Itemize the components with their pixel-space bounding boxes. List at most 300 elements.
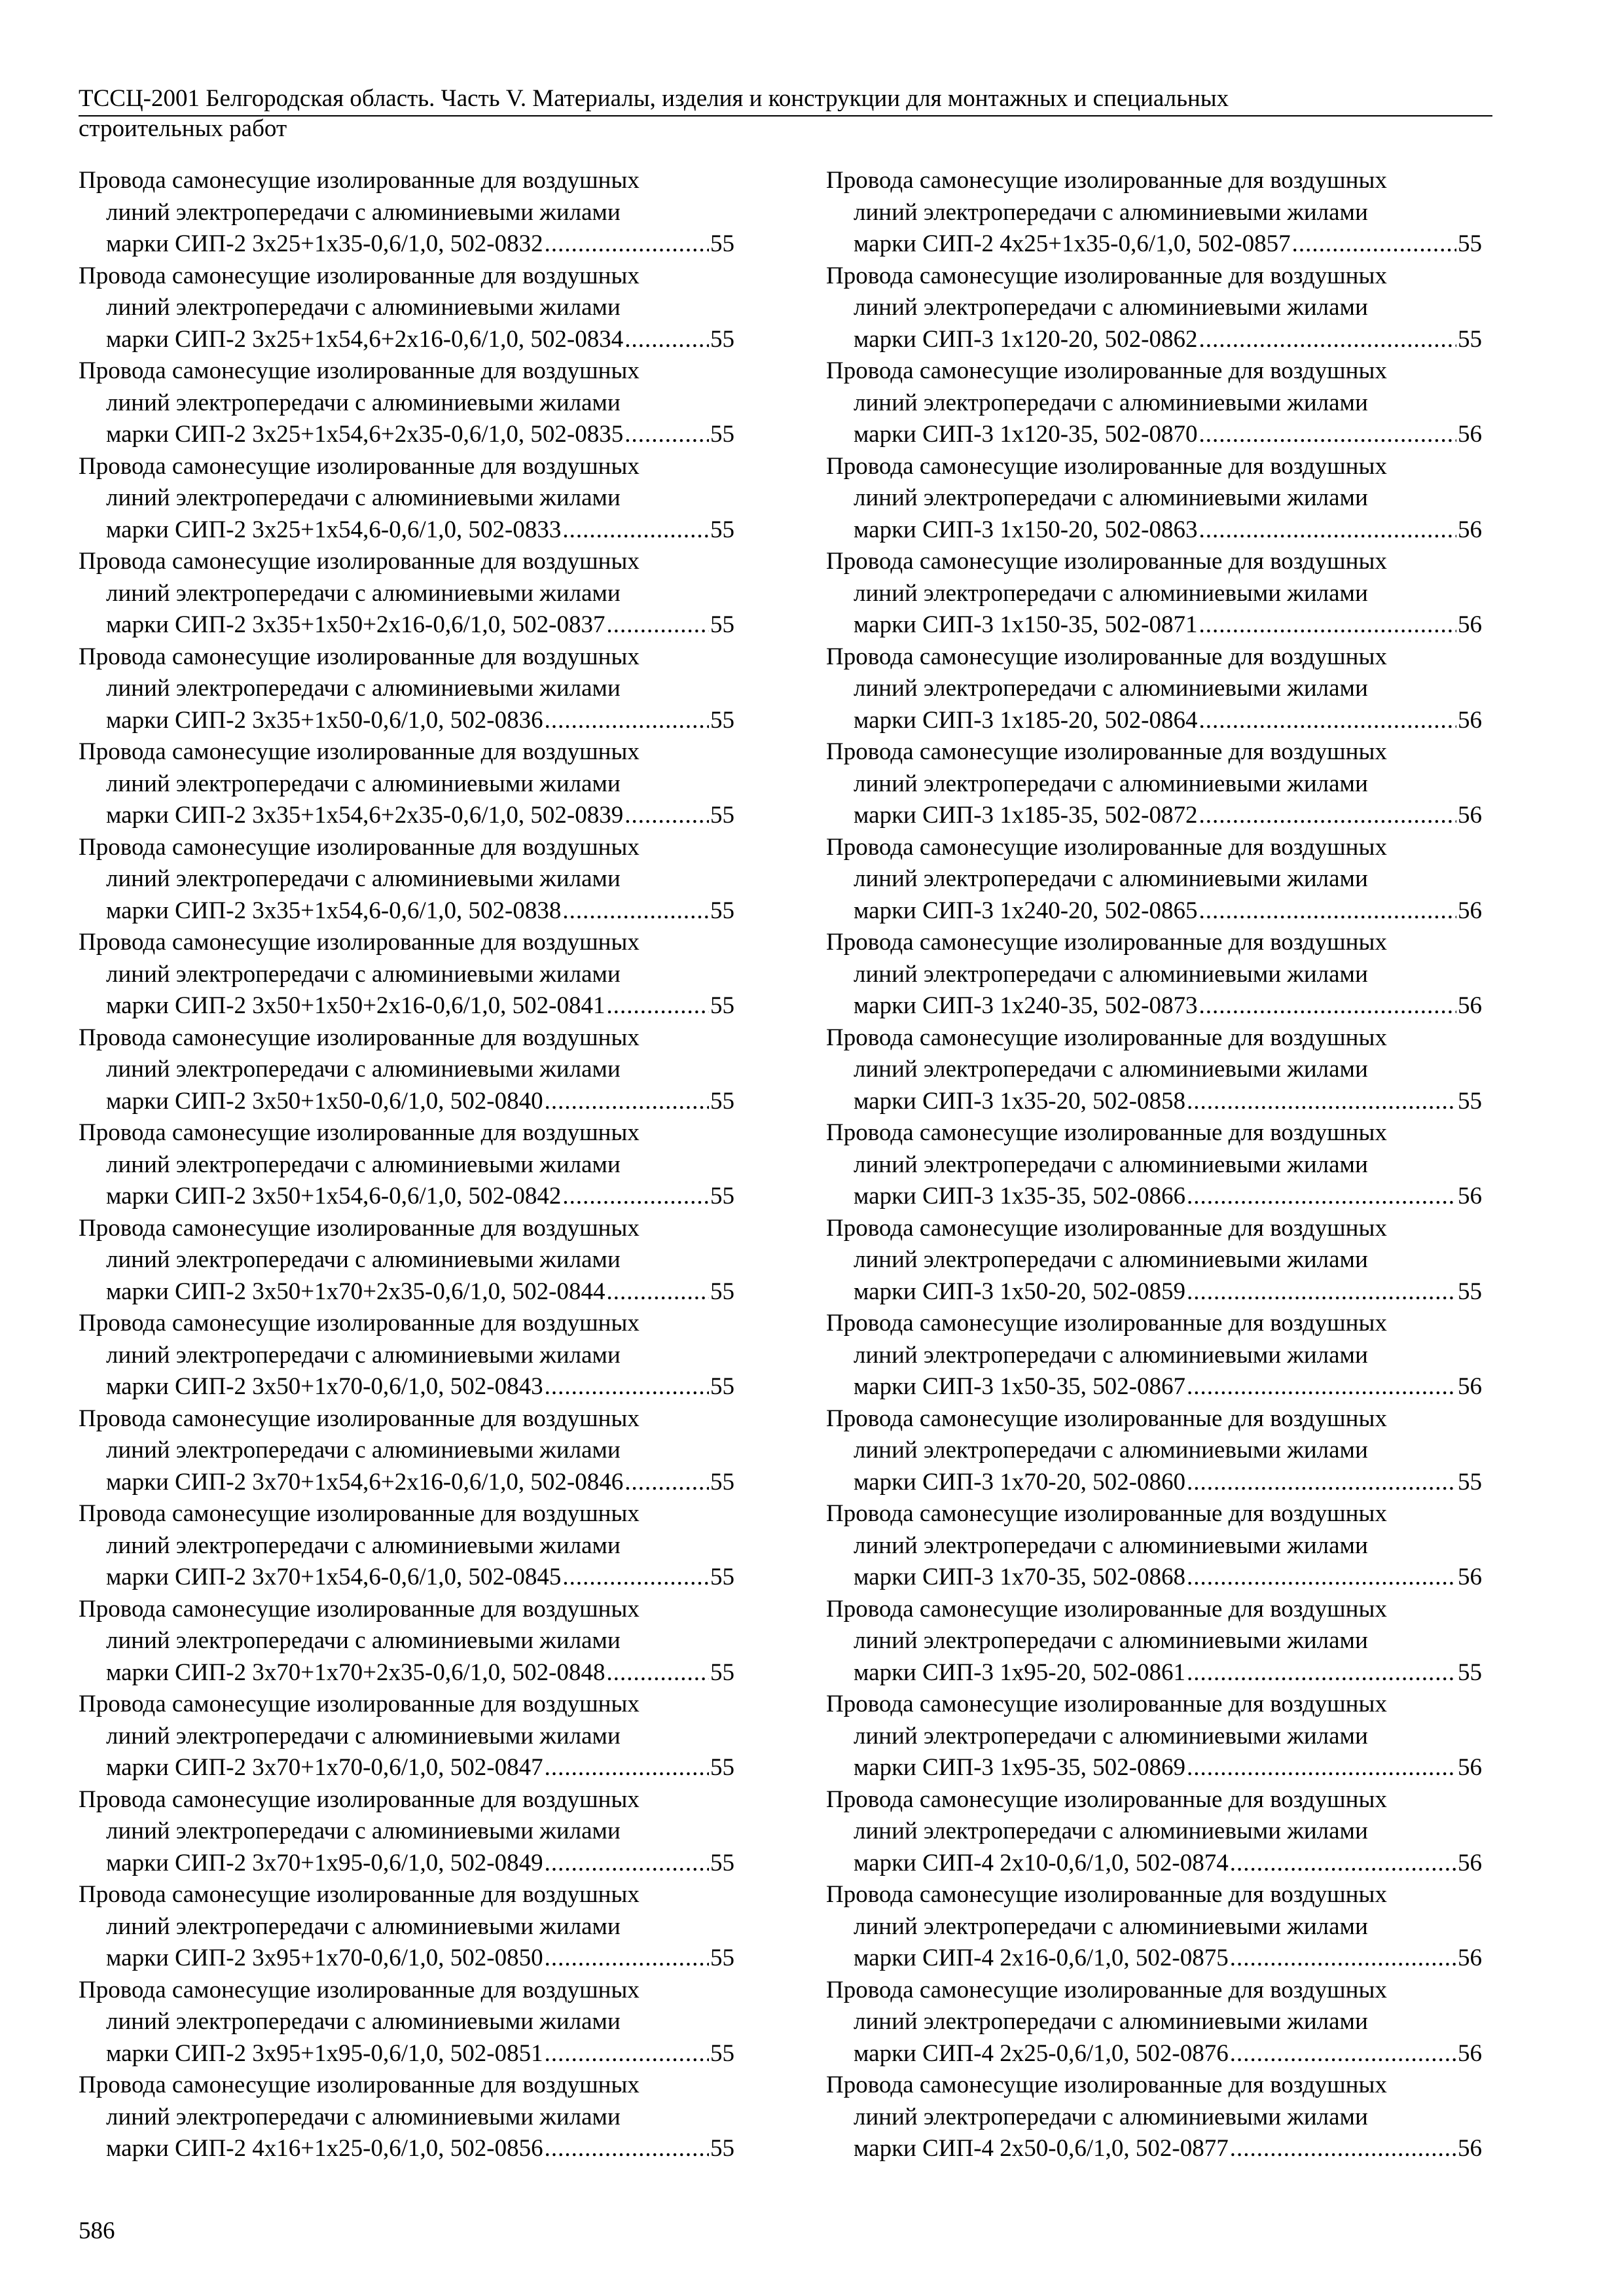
entry-code: марки СИП-2 4х25+1х35-0,6/1,0, 502-0857: [854, 230, 1291, 257]
dot-leader: [1187, 1086, 1456, 1118]
index-entry: [826, 927, 1482, 1022]
entry-code: марки СИП-2 3х70+1х95-0,6/1,0, 502-0849: [106, 1849, 543, 1876]
index-entry: [826, 1117, 1482, 1213]
index-entry: [826, 1213, 1482, 1308]
index-entry: [79, 832, 734, 927]
entry-title-line: Провода самонесущие изолированные для воздушных: [826, 1881, 1387, 1908]
index-entry: [79, 641, 734, 737]
index-entry: [79, 451, 734, 547]
entry-page-number: 55: [710, 2039, 734, 2067]
entry-code-line: [826, 1848, 1482, 1880]
entry-page-number: 55: [710, 1945, 734, 1971]
index-entry: [826, 260, 1482, 356]
entry-code: марки СИП-2 3х95+1х95-0,6/1,0, 502-0851: [106, 2039, 543, 2067]
index-entry: [826, 1498, 1482, 1594]
entry-page-number: 55: [710, 897, 734, 924]
entry-title-line: линий электропередачи с алюминиевыми жилами: [854, 1151, 1368, 1178]
entry-code-line: [826, 1752, 1482, 1784]
entry-title-line: линий электропередачи с алюминиевыми жилами: [106, 389, 621, 416]
entry-code: марки СИП-2 4х16+1х25-0,6/1,0, 502-0856: [106, 2135, 543, 2162]
entry-page-number: 55: [1458, 1468, 1482, 1496]
entry-title-line: линий электропередачи с алюминиевыми жилами: [106, 1437, 621, 1463]
entry-title-line: Провода самонесущие изолированные для воздушных: [826, 548, 1387, 575]
header-rule: [79, 115, 1492, 117]
entry-page-number: 55: [710, 611, 734, 638]
entry-title-line: Провода самонесущие изолированные для воздушных: [79, 357, 640, 384]
entry-title-line: линий электропередачи с алюминиевыми жилами: [106, 1818, 621, 1844]
entry-page-number: 55: [710, 230, 734, 257]
index-entry: [826, 355, 1482, 451]
entry-code: марки СИП-3 1х150-20, 502-0863: [854, 516, 1198, 543]
entry-title-line: линий электропередачи с алюминиевыми жилами: [106, 294, 621, 321]
entry-page-number: 56: [1458, 1849, 1482, 1876]
index-entry: [826, 1403, 1482, 1499]
dot-leader: [1199, 800, 1456, 832]
entry-code-line: [79, 2038, 734, 2070]
entry-title-line: линий электропередачи с алюминиевыми жилами: [106, 1246, 621, 1273]
entry-code-line: [826, 800, 1482, 832]
index-entry: [79, 927, 734, 1022]
entry-title-line: Провода самонесущие изолированные для воздушных: [826, 167, 1387, 194]
index-entry: [826, 165, 1482, 260]
entry-page-number: 56: [1458, 421, 1482, 448]
index-entry: [79, 355, 734, 451]
entry-code-line: [826, 2038, 1482, 2070]
index-entry: [826, 1879, 1482, 1975]
entry-title-line: линий электропередачи с алюминиевыми жилами: [854, 1341, 1368, 1369]
entry-title-line: Провода самонесущие изолированные для воздушных: [79, 262, 640, 289]
entry-title-line: линий электропередачи с алюминиевыми жилами: [854, 579, 1368, 607]
entry-code: марки СИП-2 3х25+1х54,6+2х16-0,6/1,0, 502-0834: [106, 325, 624, 353]
dot-leader: [1187, 1276, 1456, 1308]
entry-page-number: 56: [1458, 2135, 1482, 2162]
entry-title-line: Провода самонесущие изолированные для воздушных: [826, 1976, 1387, 2003]
entry-code-line: [826, 419, 1482, 451]
entry-title-line: линий электропередачи с алюминиевыми жилами: [854, 1246, 1368, 1273]
entry-code-line: [79, 609, 734, 641]
header-title-continued: строительных работ: [79, 115, 287, 142]
entry-code-line: [79, 228, 734, 260]
entry-code-line: [826, 1371, 1482, 1403]
entry-title-line: Провода самонесущие изолированные для воздушных: [79, 1881, 640, 1908]
entry-title-line: линий электропередачи с алюминиевыми жилами: [854, 2103, 1368, 2130]
entry-code: марки СИП-2 3х50+1х70+2х35-0,6/1,0, 502-0844: [106, 1278, 605, 1305]
dot-leader: [1230, 1848, 1456, 1880]
index-entry: [826, 641, 1482, 737]
entry-title-line: линий электропередачи с алюминиевыми жилами: [854, 1437, 1368, 1463]
entry-page-number: 55: [710, 1373, 734, 1400]
entry-title-line: Провода самонесущие изолированные для воздушных: [826, 1785, 1387, 1813]
entry-title-line: линий электропередачи с алюминиевыми жилами: [854, 2008, 1368, 2035]
entry-title-line: Провода самонесущие изолированные для воздушных: [79, 167, 640, 194]
entry-code-line: [79, 1848, 734, 1880]
entry-title-line: линий электропередачи с алюминиевыми жилами: [854, 1912, 1368, 1940]
entry-title-line: линий электропередачи с алюминиевыми жилами: [854, 1532, 1368, 1559]
dot-leader: [1187, 1562, 1456, 1594]
index-entry: [79, 1879, 734, 1975]
entry-title-line: линий электропередачи с алюминиевыми жилами: [854, 865, 1368, 892]
index-entry: [79, 1403, 734, 1499]
left-column: [79, 165, 734, 2165]
entry-title-line: Провода самонесущие изолированные для воздушных: [826, 1119, 1387, 1146]
entry-page-number: 55: [710, 1564, 734, 1590]
entry-title-line: линий электропередачи с алюминиевыми жилами: [854, 1722, 1368, 1749]
dot-leader: [545, 2038, 709, 2070]
entry-code: марки СИП-3 1х185-20, 502-0864: [854, 706, 1198, 734]
index-entry: [826, 1689, 1482, 1784]
entry-title-line: линий электропередачи с алюминиевыми жилами: [854, 294, 1368, 321]
entry-title-line: Провода самонесущие изолированные для воздушных: [79, 1500, 640, 1527]
entry-code: марки СИП-4 2х10-0,6/1,0, 502-0874: [854, 1849, 1229, 1876]
entry-code-line: [79, 1371, 734, 1403]
dot-leader: [624, 419, 709, 451]
index-entry: [79, 1022, 734, 1118]
entry-code: марки СИП-3 1х50-20, 502-0859: [854, 1278, 1185, 1305]
entry-page-number: 55: [710, 1849, 734, 1876]
entry-title-line: линий электропередачи с алюминиевыми жилами: [106, 1056, 621, 1083]
entry-code: марки СИП-2 3х70+1х70-0,6/1,0, 502-0847: [106, 1754, 543, 1781]
entry-title-line: Провода самонесущие изолированные для воздушных: [79, 1310, 640, 1336]
index-entry: [79, 1213, 734, 1308]
entry-code-line: [826, 514, 1482, 547]
dot-leader: [1199, 514, 1456, 547]
index-entry: [79, 1784, 734, 1880]
dot-leader: [562, 1562, 709, 1594]
entry-code-line: [826, 1657, 1482, 1689]
entry-code-line: [826, 705, 1482, 737]
entry-page-number: 56: [1458, 1945, 1482, 1971]
entry-page-number: 56: [1458, 1183, 1482, 1210]
index-entry: [79, 546, 734, 641]
index-entry: [79, 1498, 734, 1594]
entry-code: марки СИП-3 1х150-35, 502-0871: [854, 611, 1198, 638]
dot-leader: [1199, 609, 1456, 641]
dot-leader: [1187, 1467, 1456, 1499]
entry-title-line: линий электропередачи с алюминиевыми жилами: [106, 579, 621, 607]
dot-leader: [1292, 228, 1456, 260]
dot-leader: [624, 324, 709, 356]
entry-page-number: 56: [1458, 1564, 1482, 1590]
entry-code: марки СИП-3 1х70-20, 502-0860: [854, 1468, 1185, 1496]
entry-code-line: [826, 228, 1482, 260]
entry-code-line: [79, 1276, 734, 1308]
entry-code: марки СИП-3 1х120-35, 502-0870: [854, 421, 1198, 448]
entry-title-line: Провода самонесущие изолированные для воздушных: [826, 262, 1387, 289]
index-entry: [79, 1689, 734, 1784]
entry-title-line: линий электропередачи с алюминиевыми жилами: [854, 1818, 1368, 1844]
dot-leader: [624, 1467, 709, 1499]
entry-title-line: Провода самонесущие изолированные для воздушных: [79, 548, 640, 575]
entry-code: марки СИП-2 3х25+1х54,6-0,6/1,0, 502-0833: [106, 516, 562, 543]
entry-code-line: [79, 1181, 734, 1213]
entry-code: марки СИП-3 1х240-35, 502-0873: [854, 992, 1198, 1019]
index-entry: [826, 546, 1482, 641]
entry-title-line: Провода самонесущие изолированные для воздушных: [79, 833, 640, 861]
index-entry: [79, 260, 734, 356]
entry-title-line: Провода самонесущие изолированные для воздушных: [826, 1595, 1387, 1623]
entry-code-line: [79, 800, 734, 832]
index-entry: [79, 2070, 734, 2165]
entry-title-line: Провода самонесущие изолированные для воздушных: [826, 643, 1387, 670]
entry-code: марки СИП-3 1х50-35, 502-0867: [854, 1373, 1185, 1400]
entry-code-line: [79, 990, 734, 1022]
entry-title-line: линий электропередачи с алюминиевыми жилами: [854, 1056, 1368, 1083]
index-entry: [826, 1594, 1482, 1689]
page-number: 586: [79, 2217, 115, 2244]
entry-code: марки СИП-2 3х70+1х54,6+2х16-0,6/1,0, 502-0846: [106, 1468, 624, 1496]
dot-leader: [545, 2133, 709, 2165]
dot-leader: [1187, 1657, 1456, 1689]
entry-code-line: [826, 1086, 1482, 1118]
index-entry: [826, 736, 1482, 832]
entry-title-line: Провода самонесущие изолированные для воздушных: [826, 833, 1387, 861]
entry-page-number: 56: [1458, 516, 1482, 543]
entry-title-line: линий электропередачи с алюминиевыми жилами: [106, 960, 621, 988]
index-entry: [826, 1784, 1482, 1880]
entry-page-number: 55: [710, 992, 734, 1019]
entry-title-line: Провода самонесущие изолированные для воздушных: [79, 1405, 640, 1432]
entry-title-line: Провода самонесущие изолированные для воздушных: [79, 738, 640, 765]
entry-page-number: 55: [710, 325, 734, 353]
entry-title-line: Провода самонесущие изолированные для воздушных: [826, 1310, 1387, 1336]
index-entry: [826, 1022, 1482, 1118]
entry-code: марки СИП-3 1х95-20, 502-0861: [854, 1659, 1185, 1686]
entry-page-number: 55: [710, 706, 734, 734]
entry-code-line: [79, 895, 734, 927]
entry-title-line: Провода самонесущие изолированные для воздушных: [826, 738, 1387, 765]
entry-page-number: 55: [710, 516, 734, 543]
entry-title-line: Провода самонесущие изолированные для воздушных: [826, 929, 1387, 956]
right-column: [826, 165, 1482, 2165]
index-entry: [826, 451, 1482, 547]
entry-code-line: [79, 1562, 734, 1594]
entry-page-number: 55: [710, 1754, 734, 1781]
entry-code-line: [79, 1086, 734, 1118]
dot-leader: [545, 1371, 709, 1403]
page-header: [79, 84, 1492, 144]
entry-title-line: Провода самонесущие изолированные для воздушных: [826, 452, 1387, 480]
entry-code-line: [826, 1276, 1482, 1308]
entry-title-line: линий электропередачи с алюминиевыми жилами: [106, 1532, 621, 1559]
entry-title-line: линий электропередачи с алюминиевыми жилами: [106, 1912, 621, 1940]
dot-leader: [606, 1657, 709, 1689]
entry-code: марки СИП-4 2х16-0,6/1,0, 502-0875: [854, 1945, 1229, 1971]
entry-code: марки СИП-3 1х35-20, 502-0858: [854, 1087, 1185, 1115]
entry-code: марки СИП-2 3х35+1х54,6+2х35-0,6/1,0, 502-0839: [106, 802, 624, 829]
header-title: ТССЦ-2001 Белгородская область. Часть V. Материалы, изделия и конструкции для монтажных и специальных: [79, 85, 1229, 112]
entry-code: марки СИП-4 2х25-0,6/1,0, 502-0876: [854, 2039, 1229, 2067]
entry-code-line: [826, 324, 1482, 356]
entry-code: марки СИП-2 3х70+1х70+2х35-0,6/1,0, 502-0848: [106, 1659, 605, 1686]
entry-title-line: Провода самонесущие изолированные для воздушных: [826, 357, 1387, 384]
entry-title-line: Провода самонесущие изолированные для воздушных: [826, 1405, 1387, 1432]
index-entry: [79, 1308, 734, 1403]
entry-title-line: Провода самонесущие изолированные для воздушных: [79, 1595, 640, 1623]
dot-leader: [1199, 705, 1456, 737]
entry-title-line: Провода самонесущие изолированные для воздушных: [826, 1214, 1387, 1242]
entry-code-line: [826, 1943, 1482, 1975]
dot-leader: [545, 1848, 709, 1880]
entry-code: марки СИП-2 3х25+1х54,6+2х35-0,6/1,0, 502-0835: [106, 421, 624, 448]
entry-title-line: линий электропередачи с алюминиевыми жилами: [106, 1151, 621, 1178]
dot-leader: [1187, 1181, 1456, 1213]
dot-leader: [562, 895, 709, 927]
entry-title-line: линий электропередачи с алюминиевыми жилами: [106, 484, 621, 511]
dot-leader: [606, 1276, 709, 1308]
entry-code: марки СИП-3 1х35-35, 502-0866: [854, 1183, 1185, 1210]
dot-leader: [545, 1943, 709, 1975]
entry-page-number: 55: [710, 1278, 734, 1305]
entry-code-line: [79, 1657, 734, 1689]
entry-page-number: 55: [710, 1468, 734, 1496]
entry-page-number: 55: [710, 2135, 734, 2162]
entry-code-line: [826, 2133, 1482, 2165]
dot-leader: [1230, 2133, 1456, 2165]
entry-title-line: линий электропередачи с алюминиевыми жилами: [854, 675, 1368, 702]
entry-title-line: линий электропередачи с алюминиевыми жилами: [106, 770, 621, 797]
entry-code-line: [79, 514, 734, 547]
entry-page-number: 55: [1458, 325, 1482, 353]
entry-code: марки СИП-3 1х240-20, 502-0865: [854, 897, 1198, 924]
entry-title-line: линий электропередачи с алюминиевыми жилами: [854, 960, 1368, 988]
entry-code: марки СИП-2 3х50+1х50-0,6/1,0, 502-0840: [106, 1087, 543, 1115]
entry-title-line: линий электропередачи с алюминиевыми жилами: [854, 389, 1368, 416]
dot-leader: [545, 1086, 709, 1118]
dot-leader: [545, 1752, 709, 1784]
entry-code: марки СИП-3 1х70-35, 502-0868: [854, 1564, 1185, 1590]
entry-code-line: [826, 1181, 1482, 1213]
entry-title-line: линий электропередачи с алюминиевыми жилами: [106, 2008, 621, 2035]
entry-title-line: Провода самонесущие изолированные для воздушных: [79, 1214, 640, 1242]
entry-title-line: Провода самонесущие изолированные для воздушных: [79, 1119, 640, 1146]
entry-page-number: 56: [1458, 1373, 1482, 1400]
entry-page-number: 56: [1458, 2039, 1482, 2067]
entry-code: марки СИП-2 3х25+1х35-0,6/1,0, 502-0832: [106, 230, 543, 257]
index-entry: [79, 1594, 734, 1689]
entry-code-line: [79, 1943, 734, 1975]
index-entry: [826, 2070, 1482, 2165]
entry-code: марки СИП-2 3х50+1х54,6-0,6/1,0, 502-0842: [106, 1183, 562, 1210]
entry-title-line: линий электропередачи с алюминиевыми жилами: [106, 1341, 621, 1369]
entry-code-line: [826, 1467, 1482, 1499]
index-entry: [826, 832, 1482, 927]
entry-code-line: [79, 419, 734, 451]
entry-title-line: Провода самонесущие изолированные для воздушных: [826, 2072, 1387, 2098]
entry-code: марки СИП-2 3х50+1х70-0,6/1,0, 502-0843: [106, 1373, 543, 1400]
dot-leader: [1199, 419, 1456, 451]
entry-title-line: линий электропередачи с алюминиевыми жилами: [106, 1722, 621, 1749]
entry-page-number: 55: [1458, 230, 1482, 257]
entry-page-number: 56: [1458, 992, 1482, 1019]
entry-page-number: 55: [1458, 1659, 1482, 1686]
entry-code-line: [826, 609, 1482, 641]
entry-title-line: Провода самонесущие изолированные для воздушных: [79, 1785, 640, 1813]
entry-title-line: линий электропередачи с алюминиевыми жилами: [854, 770, 1368, 797]
dot-leader: [562, 514, 709, 547]
entry-title-line: линий электропередачи с алюминиевыми жилами: [854, 198, 1368, 226]
entry-code: марки СИП-3 1х95-35, 502-0869: [854, 1754, 1185, 1781]
entry-title-line: Провода самонесущие изолированные для воздушных: [826, 1500, 1387, 1527]
entry-code-line: [79, 324, 734, 356]
entry-code: марки СИП-2 3х35+1х54,6-0,6/1,0, 502-0838: [106, 897, 562, 924]
dot-leader: [1230, 2038, 1456, 2070]
entry-code-line: [79, 1467, 734, 1499]
entry-title-line: линий электропередачи с алюминиевыми жилами: [854, 1627, 1368, 1654]
entry-title-line: линий электропередачи с алюминиевыми жилами: [106, 198, 621, 226]
index-entry: [79, 165, 734, 260]
entry-title-line: Провода самонесущие изолированные для воздушных: [79, 452, 640, 480]
entry-code-line: [826, 895, 1482, 927]
dot-leader: [624, 800, 709, 832]
dot-leader: [606, 990, 709, 1022]
dot-leader: [562, 1181, 709, 1213]
entry-page-number: 55: [710, 1087, 734, 1115]
entry-code-line: [79, 705, 734, 737]
dot-leader: [1199, 324, 1456, 356]
dot-leader: [1230, 1943, 1456, 1975]
entry-title-line: Провода самонесущие изолированные для воздушных: [79, 643, 640, 670]
dot-leader: [545, 228, 709, 260]
entry-title-line: Провода самонесущие изолированные для воздушных: [79, 929, 640, 956]
entry-page-number: 55: [710, 421, 734, 448]
entry-page-number: 55: [1458, 1087, 1482, 1115]
entry-code: марки СИП-2 3х95+1х70-0,6/1,0, 502-0850: [106, 1945, 543, 1971]
dot-leader: [1187, 1371, 1456, 1403]
entry-code-line: [826, 1562, 1482, 1594]
entry-code: марки СИП-2 3х35+1х50+2х16-0,6/1,0, 502-0837: [106, 611, 605, 638]
dot-leader: [1199, 895, 1456, 927]
entry-code: марки СИП-4 2х50-0,6/1,0, 502-0877: [854, 2135, 1229, 2162]
entry-code: марки СИП-2 3х70+1х54,6-0,6/1,0, 502-0845: [106, 1564, 562, 1590]
dot-leader: [545, 705, 709, 737]
entry-title-line: Провода самонесущие изолированные для воздушных: [79, 2072, 640, 2098]
entry-code: марки СИП-3 1х185-35, 502-0872: [854, 802, 1198, 829]
entry-title-line: Провода самонесущие изолированные для воздушных: [826, 1691, 1387, 1717]
entry-code-line: [826, 990, 1482, 1022]
index-entry: [79, 1117, 734, 1213]
entry-title-line: линий электропередачи с алюминиевыми жилами: [106, 865, 621, 892]
entry-page-number: 56: [1458, 1754, 1482, 1781]
dot-leader: [1187, 1752, 1456, 1784]
index-entry: [79, 1975, 734, 2070]
dot-leader: [1199, 990, 1456, 1022]
entry-title-line: Провода самонесущие изолированные для воздушных: [826, 1024, 1387, 1051]
entry-page-number: 55: [710, 802, 734, 829]
entry-title-line: Провода самонесущие изолированные для воздушных: [79, 1691, 640, 1717]
index-entry: [826, 1975, 1482, 2070]
entry-code: марки СИП-2 3х35+1х50-0,6/1,0, 502-0836: [106, 706, 543, 734]
entry-title-line: Провода самонесущие изолированные для воздушных: [79, 1976, 640, 2003]
entry-code: марки СИП-2 3х50+1х50+2х16-0,6/1,0, 502-0841: [106, 992, 605, 1019]
entry-title-line: линий электропередачи с алюминиевыми жилами: [106, 675, 621, 702]
entry-title-line: Провода самонесущие изолированные для воздушных: [79, 1024, 640, 1051]
entry-code-line: [79, 1752, 734, 1784]
entry-page-number: 55: [710, 1659, 734, 1686]
entry-page-number: 55: [1458, 1278, 1482, 1305]
entry-code: марки СИП-3 1х120-20, 502-0862: [854, 325, 1198, 353]
entry-title-line: линий электропередачи с алюминиевыми жилами: [106, 2103, 621, 2130]
index-entry: [79, 736, 734, 832]
entry-page-number: 56: [1458, 611, 1482, 638]
entry-page-number: 56: [1458, 897, 1482, 924]
index-entry: [826, 1308, 1482, 1403]
dot-leader: [606, 609, 709, 641]
entry-code-line: [79, 2133, 734, 2165]
entry-title-line: линий электропередачи с алюминиевыми жилами: [106, 1627, 621, 1654]
entry-title-line: линий электропередачи с алюминиевыми жилами: [854, 484, 1368, 511]
entry-page-number: 56: [1458, 706, 1482, 734]
entry-page-number: 55: [710, 1183, 734, 1210]
